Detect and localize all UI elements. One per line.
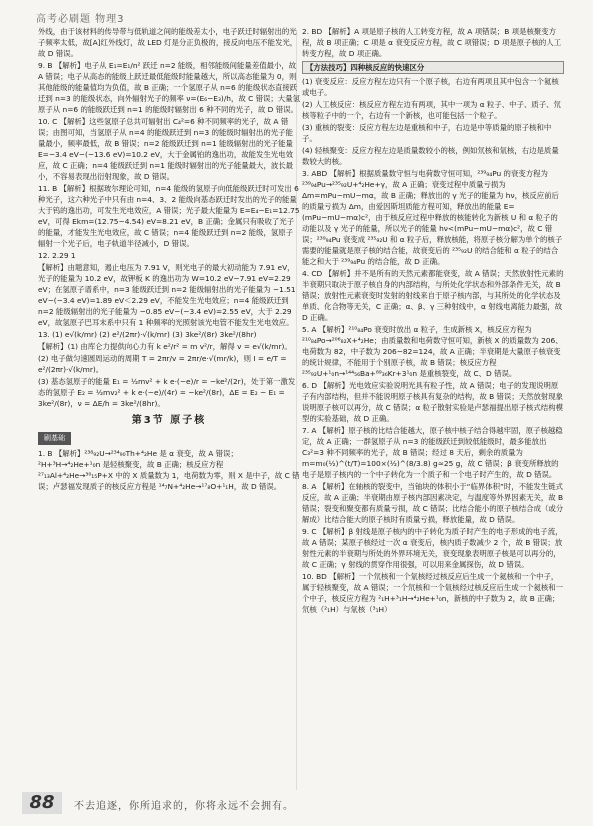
answer-paragraph: 7. A 【解析】原子核的比结合能越大，原子核中核子结合得越牢固，原子核越稳定，故 A 正确；一群氢原子从 n=3 的能级跃迁到较低能级时，最多能放出 C₃²=3 种不同频率的光子，故 B 错误；经过 8 天后，剩余的质量为 m=m₀(½)^(t/T)=100×(½)^(8/3.8) g≈25 g，故 C 错误；β 衰变所释放的电子是原子核内的一个中子转化为一个质子和一个电子时产生的，故 D 错误。 bbox=[302, 426, 563, 479]
method-tip-box: 【方法技巧】四种核反应的快速区分 bbox=[302, 61, 564, 74]
answer-paragraph: 13. (1) e√(k/mr) (2) e²/(2πr)·√(k/mr) (3) 3ke²/(8r) 3ke²/(8hr) bbox=[38, 330, 257, 339]
answer-paragraph: 9. C 【解析】β 射线是原子核内的中子转化为质子时产生的电子形成的电子流，故 A 错误；某原子核经过一次 α 衰变后，核内质子数减少 2 个，故 B 错误；放射性元素的半衰期与所处的外界环境无关，衰变现象表明原子核是可以再分的，故 C 正确；γ 射线的贯穿作用很强，可以用来金属探伤，故 D 错误。 bbox=[302, 527, 563, 569]
right-answers bbox=[302, 26, 564, 615]
answer-paragraph: 3. ABD 【解析】根据质量数守恒与电荷数守恒可知，²³⁹₉₄Pu 的衰变方程为 ²³⁹₉₄Pu→²³⁵₉₂U+⁴₂He+γ，故 A 正确；衰变过程中质量亏损为 Δm=mPu−mU−mα，故 B 正确；释放出的 γ 光子的能量为 hν，核反应前后的质量亏损为 Δm，由爱因斯坦质能方程可知，释放出的能量 E=(mPu−mU−mα)c²，由于核反应过程中释放的核能转化为新核 U 和 α 粒子的动能以及 γ 光子的能量，所以光子的能量 hν<(mPu−mU−mα)c²，故 C 错误；²³⁹₉₄Pu 衰变成 ²³⁵₉₂U 和 α 粒子后，释放核能，将原子核分解为单个的核子需要的能量就是原子核的结合能，故衰变后的 ²³⁵₉₂U 的结合能和 α 粒子的结合能之和大于 ²³⁹₉₄Pu 的结合能，故 D 正确。 bbox=[302, 169, 563, 266]
page-header: 高考必刷题 物理3 bbox=[36, 14, 125, 25]
answer-paragraph: 9. B 【解析】电子从 E₁=E₁/n² 跃迁 n=2 能级，相邻能级间能量差值最小，故 A 错误；电子从高态的能级上跃迁最低能级时能量越大，所以高态能量为 0，则其他能级的能量值均为负值，故 B 正确；一个氢原子从 n=6 的能级状态直接跃迁到 n=3 的能级状态，向外辐射光子的频率 ν=(E₆−E₃)/h，故 C 错误；大量氢原子从 n=6 的能级跃迁到 n=1 的能级时辐射出 6 种不同的光子，故 D 错误。 bbox=[38, 61, 300, 114]
answer-paragraph: 1. B 【解析】²³⁸₉₂U→²³⁴₉₀Th+⁴₂He 是 α 衰变，故 A 错误；²H+³H→⁴₂He+¹₀n 是轻核聚变，故 B 正确；核反应方程 ²⁷₁₃Al+⁴₂He→³⁰₁₅P+X 中的 X 质量数为 1，电荷数为零，则 X 是中子，故 C 错误；卢瑟福发现质子的核反应方程是 ¹⁴₇N+⁴₂He→¹⁷₈O+¹₁H，故 D 错误。 bbox=[38, 449, 300, 491]
brush-basics-label: 刷基础 bbox=[38, 432, 71, 445]
answer-paragraph: (3) 基态氢原子的能量 E₁ = ½mv² + k e·(−e)/r = −ke²/(2r)，处于第一激发态的氢原子 E₂ = ½mv₂² + k e·(−e)/(4r) = −ke²/(8r)，ΔE = E₂ − E₁ = 3ke²/(8r)，ν = ΔE/h = 3ke²/(8hr)。 bbox=[38, 377, 296, 408]
answer-paragraph: 外线，由于该材料的传导带与低轨道之间的能级差太小，电子跃迁时辐射出的光子频率太低，故[A]红外线灯，故 LED 灯是分正负极的，接反向电压不能发光，故 D 错误。 bbox=[38, 27, 298, 58]
answer-paragraph: (3) 重核的裂变：反应方程左边是重核和中子，右边是中等质量的原子核和中子。 bbox=[302, 123, 552, 143]
answer-paragraph: 2. BD 【解析】A 项是原子核的人工转变方程，故 A 项错误；B 项是核聚变方程，故 B 项正确；C 项是 α 衰变反应方程，故 C 项错误；D 项是原子核的人工转变方程，故 D 项正确。 bbox=[302, 27, 562, 58]
answer-paragraph: 8. A 【解析】在轴核的裂变中，当铀块的体积小于“临界体积”时，不能发生链式反应，故 A 正确；半衰期由原子核内部因素决定，与温度等外界因素无关，故 B 错误；裂变和聚变都有质量亏损，故 C 错误；比结合能小的原子核结合成（或分解成）比结合能大的原子核时有质量亏损，释放能量，故 D 错误。 bbox=[302, 482, 564, 524]
left-column bbox=[38, 26, 300, 493]
answer-paragraph: 5. A 【解析】²¹⁰₈₄Po 衰变时放出 α 粒子，生成新核 X，核反应方程为 ²¹⁰₈₄Po→²⁰⁶₈₂X+⁴₂He；由质量数和电荷数守恒可知，新核 X 的质量数为 206、电荷数为 82，中子数为 206−82=124，故 A 正确；半衰期是大量原子核衰变的统计规律，不能用于个别原子核，故 B 错误；核反应方程 ²³⁵₉₂U+¹₀n→¹⁴⁴₅₆Ba+⁸⁹₃₆Kr+3¹₀n 是重核裂变，故 C、D 错误。 bbox=[302, 325, 563, 378]
answer-paragraph: 12. 2.29 1 bbox=[38, 251, 76, 260]
page-number: 88 bbox=[22, 792, 62, 814]
answer-paragraph: (4) 轻核聚变：反应方程左边是质量数较小的核，例如氘核和氚核，右边是质量数较大的核。 bbox=[302, 146, 559, 166]
footer-slogan: 不去追逐，你所追求的，你将永远不会拥有。 bbox=[74, 801, 294, 812]
answer-paragraph: (2) 电子做匀速圆周运动的周期 T = 2πr/v = 2πr/e·√(mr/k)，则 I = e/T = e²/(2πr)·√(k/mr)。 bbox=[38, 354, 287, 374]
answer-paragraph: 10. BD 【解析】一个氘核和一个氚核经过核反应后生成一个氦核和一个中子，属于轻核聚变，故 A 错误；一个氘核和一个氚核经过核反应后生成一个氦核和一个中子，核反应方程为 ²₁H+³₁H→⁴₂He+¹₀n，新核的中子数为 2，故 B 正确；氘核（²₁H）与氚核（³₁H） bbox=[302, 572, 564, 614]
answer-paragraph: 11. B 【解析】根据玻尔理论可知，n=4 能级的氢原子向低能级跃迁时可发出 6 种光子，这六种光子中只有由 n=4、3、2 能级向基态跃迁时发出的光子的能量大于钨的逸出功，可发生光电效应，A 错误；光子最大能量为 E=E₄−E₁=12.75 eV，可得 Ekm=(12.75−4.54) eV=8.21 eV，B 正确；金属只有吸收了光子的能量，才能发生光电效应，故 C 错误；n=4 能级跃迁到 n=2 能级，氢原子辐射一个光子后，电子轨道半径减小，D 错误。 bbox=[38, 184, 300, 248]
answer-paragraph: 6. D 【解析】光电效应实验说明光具有粒子性，故 A 错误；电子的发现说明原子有内部结构，但并不能说明原子核具有复杂的结构，故 B 错误；天然放射现象说明原子核可以再分，故 C 错误；α 粒子散射实验是卢瑟福提出原子核式结构模型的实验基础，故 D 正确。 bbox=[302, 381, 564, 423]
answer-paragraph: (2) 人工核反应：核反应方程左边有两项，其中一项为 α 粒子、中子、质子、氘核等粒子中的一个，右边有一个新核，也可能包括一个粒子。 bbox=[302, 100, 561, 120]
right-column bbox=[302, 26, 564, 616]
answer-paragraph: 10. C 【解析】这些氢原子总共可辐射出 C₄²=6 种不同频率的光子，故 A 错误；由图可知，当氢原子从 n=4 的能级跃迁到 n=3 的能级时辐射出的光子能量最小，频率最低，故 B 错误；n=2 能级跃迁到 n=1 能级辐射出的光子能量 E=−3.4 eV−(−13.6 eV)=10.2 eV，大于金属铂的逸出功，故能发生光电效应，故 C 正确；n=4 能级跃迁到 n=1 能级时辐射出的光子能量最大，波长最小，不容易表现出衍射现象，故 D 错误。 bbox=[38, 117, 294, 181]
answer-paragraph: 【解析】由题意知，遏止电压为 7.91 V，则光电子的最大初动能为 7.91 eV，光子的能量为 10.2 eV，故钾板 K 的逸出功为 W=10.2 eV−7.91 eV=2.29 eV；在氢原子谱系中，n=3 能级跃迁到 n=2 能级辐射出的光子能量为 −1.51 eV−(−3.4 eV)=1.89 eV＜2.29 eV，不能发生光电效应；n=4 能级跃迁到 n=2 能级辐射出的光子能量为 −0.85 eV−(−3.4 eV)=2.55 eV，大于 2.29 eV，故氢原子巴耳末系中只有 1 种频率的光照射该光电管不能发生光电效应。 bbox=[38, 263, 296, 327]
section-title: 第3节 原子核 bbox=[131, 415, 207, 426]
answer-paragraph: (1) 衰变反应：反应方程左边只有一个原子核，右边有两项且其中包含一个氦核或电子。 bbox=[302, 77, 559, 97]
left-bottom-answers bbox=[38, 448, 300, 492]
left-answers bbox=[38, 26, 300, 409]
answer-paragraph: 4. CD 【解析】并不是所有的天然元素都能衰变，故 A 错误；天然放射性元素的半衰期只取决于原子核自身的内部结构，与所处化学状态和外部条件无关，故 B 错误；放射性元素衰变时发射的射线来自于原子核内部，与其所处的化学状态及单质、化合物等无关，C 正确；α、β、γ 三种射线中，α 射线电离能力最强，故 D 正确。 bbox=[302, 269, 564, 322]
answer-paragraph: 【解析】(1) 由库仑力提供向心力有 k e²/r² = m v²/r，解得 v = e√(k/mr)。 bbox=[38, 342, 292, 351]
